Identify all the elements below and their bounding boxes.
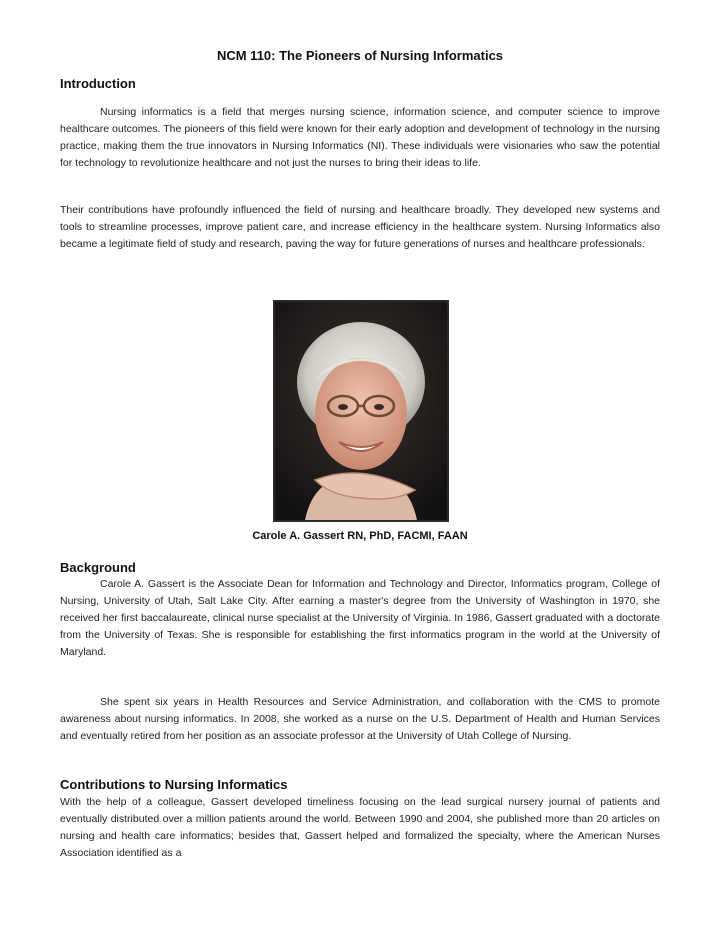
contributions-paragraph-1: With the help of a colleague, Gassert developed timeliness focusing on the lead surgical nursery journal of patients and eventually distributed over a million patients around the world. Between 1990 and 2004, she published more than 20 articles on nursing and health care informatics; besides that, Gassert helped and formalized the specialty, where the American Nurses Association identified as a [60, 796, 660, 859]
introduction-paragraph-2: Their contributions have profoundly influenced the field of nursing and healthcare broadly. They developed new systems and tools to streamline processes, improve patient care, and increase efficiency in the healthcare system. Nursing Informatics also became a legitimate field of study and research, paving the way for future generations of nurses and healthcare professionals. [60, 204, 660, 250]
introduction-heading: Introduction [60, 76, 136, 91]
portrait-photo [273, 300, 449, 522]
background-heading: Background [60, 560, 136, 575]
contributions-heading: Contributions to Nursing Informatics [60, 777, 288, 792]
background-paragraph-1: Carole A. Gassert is the Associate Dean for Information and Technology and Director, Informatics program, College of Nursing, University of Utah, Salt Lake City. After earning a master's degree from the University of Washington in 1970, she received her first baccalaureate, clinical nurse specialist at the University of Virginia. In 1986, Gassert graduated with a doctorate from the University of Texas. She is responsible for establishing the first informatics program in the world at the University of Maryland. [60, 578, 660, 658]
photo-caption: Carole A. Gassert RN, PhD, FACMI, FAAN [252, 530, 468, 542]
background-paragraph-2: She spent six years in Health Resources and Service Administration, and collaboration with the CMS to promote awareness about nursing informatics. In 2008, she worked as a nurse on the U.S. Department of Health and Human Services and eventually retired from her position as an associate professor at the University of Utah College of Nursing. [60, 696, 660, 742]
portrait-illustration [275, 302, 447, 520]
document-title: NCM 110: The Pioneers of Nursing Informatics [216, 48, 504, 63]
introduction-paragraph-1: Nursing informatics is a field that merges nursing science, information science, and computer science to improve healthcare outcomes. The pioneers of this field were known for their early adoption and development of technology in the nursing practice, making them the true innovators in Nursing Informatics (NI). These individuals were visionaries who saw the potential for technology to revolutionize healthcare and not just the nurses to bring their ideas to life. [60, 106, 660, 169]
